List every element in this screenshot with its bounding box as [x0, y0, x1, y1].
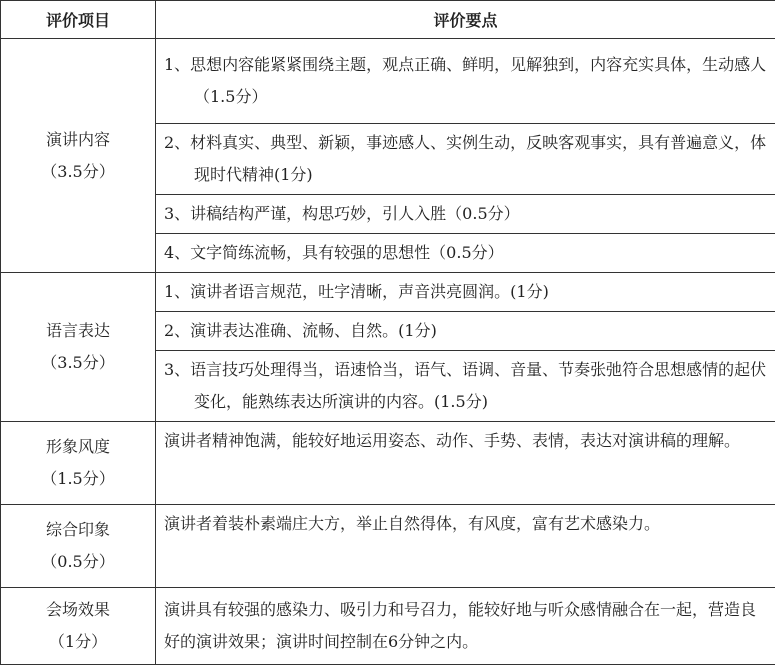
criterion-text: 3、语言技巧处理得当，语速恰当，语气、语调、音量、节奏张弛符合思想感情的起伏变化，能熟练表达所演讲的内容。(1.5分) [164, 354, 767, 418]
table-row [1, 422, 775, 505]
criterion-text: 1、思想内容能紧紧围绕主题，观点正确、鲜明，见解独到，内容充实具体，生动感人（1.5分） [164, 49, 767, 113]
criterion-cell [156, 312, 775, 351]
category-cell [1, 505, 156, 588]
category-score: （1.5分） [1, 463, 155, 495]
category-cell [1, 273, 156, 422]
criterion-text: 演讲者着装朴素端庄大方，举止自然得体，有风度，富有艺术感染力。 [164, 508, 767, 540]
criterion-text: 4、文字简练流畅，具有较强的思想性（0.5分） [164, 237, 767, 269]
category-cell [1, 422, 156, 505]
category-name: 综合印象 [1, 514, 155, 546]
category-name: 语言表达 [1, 315, 155, 347]
category-score: （1分） [1, 626, 155, 658]
criterion-cell [156, 234, 775, 273]
criterion-text: 3、讲稿结构严谨，构思巧妙，引人入胜（0.5分） [164, 198, 767, 230]
table-row [1, 588, 775, 665]
criterion-cell [156, 422, 775, 505]
table-row [1, 273, 775, 312]
criterion-cell [156, 351, 775, 422]
criterion-cell [156, 124, 775, 195]
table-row [1, 505, 775, 588]
criterion-cell [156, 39, 775, 124]
header-category: 评价项目 [1, 1, 156, 39]
table-row [1, 39, 775, 124]
criterion-text: 2、材料真实、典型、新颖，事迹感人、实例生动，反映客观事实，具有普遍意义，体现时代精神(1分) [164, 127, 767, 191]
category-cell [1, 588, 156, 665]
category-score: （0.5分） [1, 546, 155, 578]
category-score: （3.5分） [1, 156, 155, 188]
header-row [1, 1, 775, 39]
category-name: 形象风度 [1, 431, 155, 463]
criterion-text: 演讲具有较强的感染力、吸引力和号召力，能较好地与听众感情融合在一起，营造良好的演讲效果；演讲时间控制在6分钟之内。 [164, 594, 767, 658]
criterion-text: 1、演讲者语言规范，吐字清晰，声音洪亮圆润。(1分) [164, 276, 767, 308]
header-points: 评价要点 [156, 1, 775, 39]
category-name: 会场效果 [1, 594, 155, 626]
category-score: （3.5分） [1, 347, 155, 379]
criterion-cell [156, 195, 775, 234]
criterion-cell [156, 505, 775, 588]
criterion-text: 演讲者精神饱满，能较好地运用姿态、动作、手势、表情，表达对演讲稿的理解。 [164, 425, 767, 457]
criterion-cell [156, 588, 775, 665]
criterion-cell [156, 273, 775, 312]
category-name: 演讲内容 [1, 124, 155, 156]
criterion-text: 2、演讲表达准确、流畅、自然。(1分) [164, 315, 767, 347]
category-cell [1, 39, 156, 273]
